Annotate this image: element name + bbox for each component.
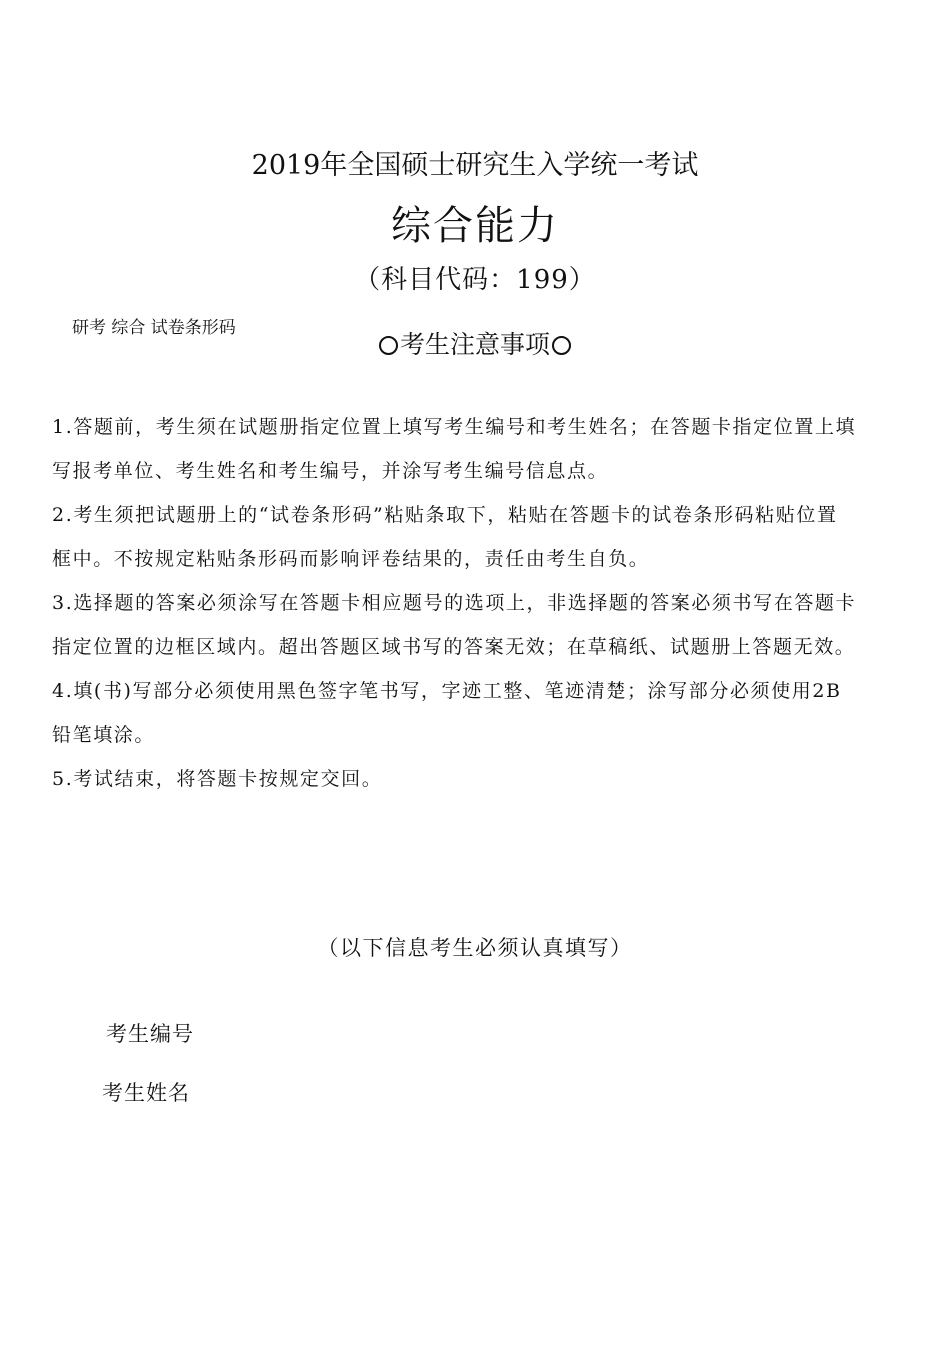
notice-line: 4.填(书)写部分必须使用黑色签字笔书写，字迹工整、笔迹清楚；涂写部分必须使用2B bbox=[52, 680, 842, 702]
notice-line: 写报考单位、考生姓名和考生编号，并涂写考生编号信息点。 bbox=[52, 460, 609, 482]
notice-line: 3.选择题的答案必须涂写在答题卡相应题号的选项上，非选择题的答案必须书写在答题卡 bbox=[52, 592, 857, 614]
subject-code: （科目代码：199） bbox=[354, 265, 596, 295]
notice-line: 指定位置的边框区域内。超出答题区域书写的答案无效；在草稿纸、试题册上答题无效。 bbox=[52, 636, 856, 658]
candidate-number-label: 考生编号 bbox=[106, 1022, 194, 1046]
notice-line: 铅笔填涂。 bbox=[52, 724, 156, 746]
exam-title: 2019年全国硕士研究生入学统一考试 bbox=[251, 150, 699, 181]
notice-line: 框中。不按规定粘贴条形码而影响评卷结果的，责任由考生自负。 bbox=[52, 548, 650, 570]
notice-line: 5.考试结束，将答题卡按规定交回。 bbox=[52, 768, 383, 790]
subject-title: 综合能力 bbox=[391, 203, 559, 249]
notice-heading bbox=[0, 326, 950, 364]
circle-icon bbox=[379, 336, 398, 355]
circle-icon bbox=[552, 336, 571, 355]
notice-line: 2.考生须把试题册上的“试卷条形码”粘贴条取下，粘贴在答题卡的试卷条形码粘贴位置 bbox=[52, 504, 838, 526]
info-note: （以下信息考生必须认真填写） bbox=[317, 936, 633, 960]
barcode-label: 研考 综合 试卷条形码 bbox=[72, 318, 236, 338]
notice-line: 1.答题前，考生须在试题册指定位置上填写考生编号和考生姓名；在答题卡指定位置上填 bbox=[52, 416, 857, 438]
notice-heading-text: 考生注意事项 bbox=[399, 330, 550, 359]
candidate-name-label: 考生姓名 bbox=[102, 1081, 190, 1105]
